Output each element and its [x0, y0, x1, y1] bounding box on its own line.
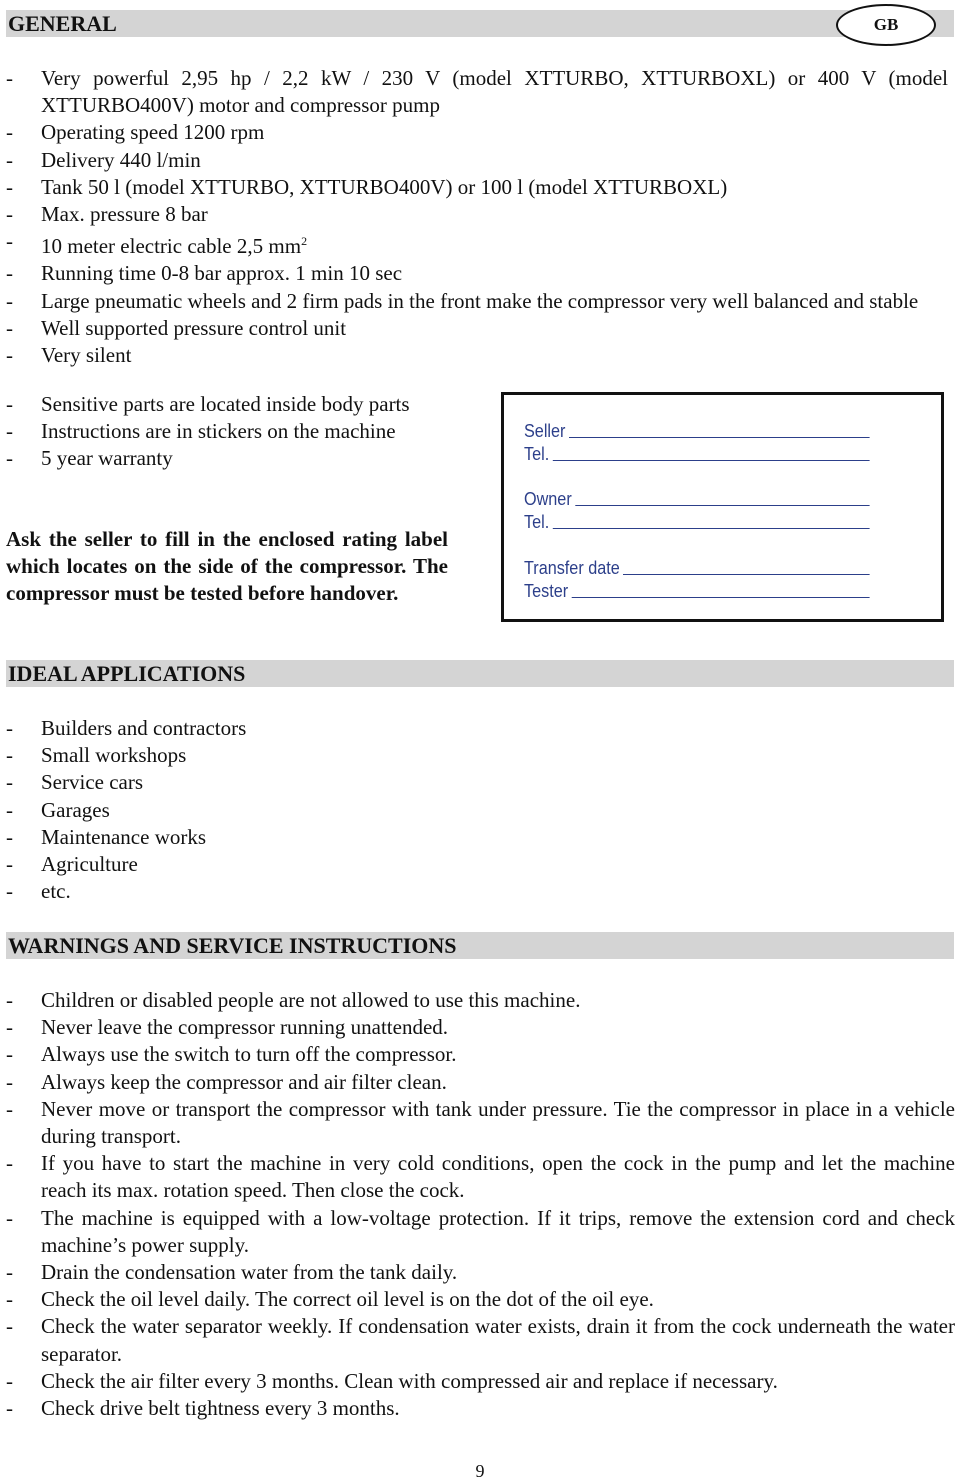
list-item: - Always keep the compressor and air filter clean. — [6, 1069, 447, 1094]
list-item: - Check the oil level daily. The correct oil level is on the dot of the oil eye. — [6, 1287, 654, 1312]
list-item: - Well supported pressure control unit — [6, 315, 347, 340]
list-item: - Tank 50 l (model XTTURBO, XTTURBO400V) or 100 l (model XTTURBOXL) — [6, 174, 728, 199]
list-item: - Small workshops — [6, 743, 187, 768]
section-header-applications — [6, 660, 954, 687]
applications-list — [0, 715, 948, 905]
list-item: - Maintenance works — [6, 824, 207, 849]
section-header-warnings — [6, 932, 954, 959]
tester-field: Tester — [524, 579, 870, 601]
list-item: - Running time 0-8 bar approx. 1 min 10 sec — [6, 261, 403, 286]
list-item: - 10 meter electric cable 2,5 $mm^2$ — [6, 229, 308, 259]
list-item: - Never leave the compressor running unattended. — [6, 1015, 449, 1040]
list-item: - If you have to start the machine in very cold conditions, open the cock in the pump and let the machine reach its max. rotation speed. Then close the cock. — [6, 1151, 955, 1203]
list-item: - etc. — [6, 879, 71, 904]
list-item: - Check the air filter every 3 months. Clean with compressed air and replace if necessary. — [6, 1368, 778, 1393]
list-item: - Drain the condensation water from the tank daily. — [6, 1260, 458, 1285]
fill-line — [569, 437, 870, 438]
fill-line — [553, 528, 870, 529]
list-item: - Always use the switch to turn off the compressor. — [6, 1042, 457, 1067]
general-feature-list-continued — [0, 391, 448, 473]
list-item: - Check the water separator weekly. If condensation water exists, drain it from the cock underneath the water separator. — [6, 1314, 955, 1366]
list-item: - Never move or transport the compressor with tank under pressure. Tie the compressor in place in a vehicle during transport. — [6, 1096, 955, 1149]
general-feature-list — [0, 65, 948, 369]
language-badge: GB — [836, 4, 936, 46]
list-item: - Delivery 440 l/min — [6, 147, 201, 172]
rating-label-notice: Ask the seller to fill in the enclosed rating label which locates on the side of the compressor. The compressor must be tested before handover. — [6, 527, 448, 606]
section-header-general — [6, 10, 954, 37]
list-item: - Instructions are in stickers on the machine — [6, 419, 396, 444]
list-item: - 5 year warranty — [6, 446, 173, 471]
list-item: - Children or disabled people are not allowed to use this machine. — [6, 988, 581, 1012]
list-item: - Large pneumatic wheels and 2 firm pads in the front make the compressor very well balanced and stable — [6, 288, 919, 313]
superscript: 2 — [301, 234, 308, 249]
list-item: - The machine is equipped with a low-voltage protection. If it trips, remove the extension cord and check machine’s power supply. — [6, 1205, 955, 1257]
owner-field: Owner — [524, 487, 870, 509]
section-title-warnings: WARNINGS AND SERVICE INSTRUCTIONS — [8, 933, 457, 958]
fill-line — [572, 597, 870, 598]
list-item: - Garages — [6, 797, 110, 822]
fill-line — [553, 460, 870, 461]
transfer-date-field: Transfer date — [524, 556, 870, 578]
list-item: - Very powerful 2,95 hp / 2,2 kW / 230 V (model XTTURBO, XTTURBOXL) or 400 V (model XTTURBO400V) motor and compressor pump — [6, 66, 948, 118]
list-item: - Check drive belt tightness every 3 months. — [6, 1396, 400, 1421]
owner-tel-field: Tel. — [524, 510, 870, 532]
seller-field: Seller — [524, 419, 870, 441]
section-title-general: GENERAL — [8, 11, 117, 36]
page-number: 9 — [475, 1461, 485, 1481]
list-item: - Operating speed 1200 rpm — [6, 120, 265, 145]
fill-line — [575, 505, 869, 506]
list-item: - Sensitive parts are located inside body parts — [6, 392, 410, 416]
list-item: - Agriculture — [6, 852, 138, 877]
rating-label-box — [501, 392, 944, 622]
seller-tel-field: Tel. — [524, 442, 870, 464]
list-item: - Very silent — [6, 343, 132, 368]
list-item: - Service cars — [6, 770, 144, 795]
list-item: - Max. pressure 8 bar — [6, 202, 208, 227]
section-title-applications: IDEAL APPLICATIONS — [8, 661, 246, 686]
fill-line — [623, 574, 869, 575]
warnings-list — [0, 987, 955, 1422]
list-item: - Builders and contractors — [6, 716, 247, 740]
